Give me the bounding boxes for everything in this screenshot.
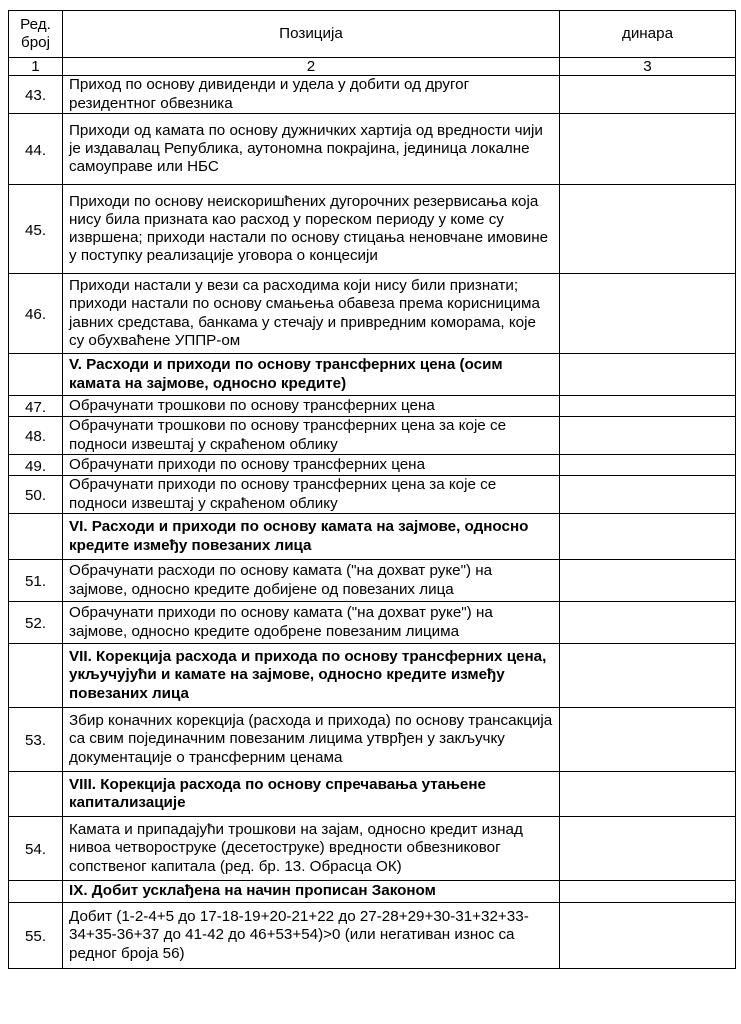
amount-cell[interactable] (560, 274, 736, 354)
row-number (9, 817, 63, 881)
table-row (9, 708, 736, 772)
row-number (9, 560, 63, 602)
row-number (9, 114, 63, 185)
position-text: Обрачунати расходи по основу камата ("на дохват руке") на зајмове, односно кредите добијене од повезаних лица (63, 560, 560, 602)
table-row (9, 476, 736, 514)
amount-cell[interactable] (560, 644, 736, 708)
table-row (9, 903, 736, 969)
row-number-text: 52. (24, 615, 47, 633)
section-title: IX. Добит усклађена на начин прописан Законом (63, 881, 560, 903)
table-row (9, 817, 736, 881)
column-index-2: 2 (63, 58, 560, 76)
position-text: Приходи од камата по основу дужничких хартија од вредности чији је издавалац Република, аутономна покрајина, јединица локалне самоуправе или НБС (63, 114, 560, 185)
column-index-1: 1 (9, 58, 63, 76)
row-number-text: 55. (24, 928, 47, 946)
row-number (9, 354, 63, 396)
table-row (9, 560, 736, 602)
table-row (9, 274, 736, 354)
amount-cell[interactable] (560, 455, 736, 476)
row-number (9, 76, 63, 114)
section-header-row (9, 354, 736, 396)
row-number (9, 881, 63, 903)
row-number (9, 417, 63, 455)
position-text: Обрачунати трошкови по основу трансферних цена (63, 396, 560, 417)
position-text: Приход по основу дивиденди и удела у добити од другог резидентног обвезника (63, 76, 560, 114)
amount-cell[interactable] (560, 185, 736, 274)
section-header-row (9, 644, 736, 708)
row-number (9, 185, 63, 274)
column-index-3: 3 (560, 58, 736, 76)
section-header-row (9, 514, 736, 560)
header-row (9, 11, 736, 58)
position-text: Приходи по основу неискоришћених дугорочних резервисања која нису била призната као расход у пореском периоду у коме су извршена; приходи настали по основу стицања неновчане имовине у поступку реализације уговора о концесији (63, 185, 560, 274)
section-title: VII. Корекција расхода и прихода по основу трансферних цена, укључујући и камате на зајмове, односно кредите између повезаних лица (63, 644, 560, 708)
row-number (9, 455, 63, 476)
table-row (9, 114, 736, 185)
row-number (9, 476, 63, 514)
amount-cell[interactable] (560, 772, 736, 817)
position-text: Обрачунати приходи по основу трансферних цена (63, 455, 560, 476)
row-number (9, 708, 63, 772)
row-number-text: 46. (24, 306, 47, 324)
amount-cell[interactable] (560, 417, 736, 455)
row-number (9, 602, 63, 644)
position-text: Обрачунати приходи по основу трансферних цена за које се подноси извештај у скраћеном облику (63, 476, 560, 514)
table-row (9, 185, 736, 274)
section-header-row (9, 881, 736, 903)
header-amount: динара (560, 11, 736, 58)
row-number (9, 644, 63, 708)
amount-cell[interactable] (560, 708, 736, 772)
amount-cell[interactable] (560, 354, 736, 396)
row-number-text: 43. (24, 87, 47, 105)
tax-form-table (8, 10, 736, 969)
position-text: Добит (1-2-4+5 до 17-18-19+20-21+22 до 27-28+29+30-31+32+33-34+35-36+37 до 41-42 до 46+53+54)>0 (или негативан износ са редног броја 56) (63, 903, 560, 969)
amount-cell[interactable] (560, 560, 736, 602)
amount-cell[interactable] (560, 396, 736, 417)
amount-cell[interactable] (560, 602, 736, 644)
section-title: V. Расходи и приходи по основу трансферних цена (осим камата на зајмове, односно кредите) (63, 354, 560, 396)
amount-cell[interactable] (560, 476, 736, 514)
row-number-text: 50. (24, 487, 47, 505)
row-number-text: 48. (24, 428, 47, 446)
position-text: Камата и припадајући трошкови на зајам, односно кредит изнад нивоа четвороструке (десетоструке) вредности обвезниковог сопственог капитала (ред. бр. 13. Обрасца ОК) (63, 817, 560, 881)
column-index-row (9, 58, 736, 76)
row-number-text: 53. (24, 732, 47, 750)
amount-cell[interactable] (560, 903, 736, 969)
row-number-text: 51. (24, 573, 47, 591)
amount-cell[interactable] (560, 514, 736, 560)
row-number (9, 772, 63, 817)
amount-cell[interactable] (560, 817, 736, 881)
section-title: VIII. Корекција расхода по основу спречавања утањене капитализације (63, 772, 560, 817)
row-number-text: 49. (24, 457, 47, 475)
row-number-text: 44. (24, 141, 47, 159)
row-number (9, 274, 63, 354)
row-number-text: 54. (24, 841, 47, 859)
amount-cell[interactable] (560, 881, 736, 903)
row-number (9, 396, 63, 417)
header-position: Позиција (63, 11, 560, 58)
row-number (9, 514, 63, 560)
row-number-text: 45. (24, 221, 47, 239)
table-row (9, 417, 736, 455)
section-title: VI. Расходи и приходи по основу камата на зајмове, односно кредите између повезаних лица (63, 514, 560, 560)
position-text: Обрачунати приходи по основу камата ("на дохват руке") на зајмове, односно кредите одобрене повезаним лицима (63, 602, 560, 644)
amount-cell[interactable] (560, 76, 736, 114)
header-row-number-line2: број (21, 34, 50, 51)
row-number-text: 47. (24, 398, 47, 416)
amount-cell[interactable] (560, 114, 736, 185)
header-row-number (9, 11, 63, 58)
row-number (9, 903, 63, 969)
table-row (9, 396, 736, 417)
table-row (9, 76, 736, 114)
header-row-number-line1: Ред. (20, 15, 51, 33)
table-row (9, 602, 736, 644)
position-text: Приходи настали у вези са расходима који нису били признати; приходи настали по основу смањења обавеза према корисницима јавних средстава, банкама у стечају и привредним коморама, које су обухваћене УППР-ом (63, 274, 560, 354)
position-text: Збир коначних корекција (расхода и прихода) по основу трансакција са свим појединачним повезаним лицима утврђен у закључку документације о трансферним ценама (63, 708, 560, 772)
table-row (9, 455, 736, 476)
section-header-row (9, 772, 736, 817)
position-text: Обрачунати трошкови по основу трансферних цена за које се подноси извештај у скраћеном облику (63, 417, 560, 455)
